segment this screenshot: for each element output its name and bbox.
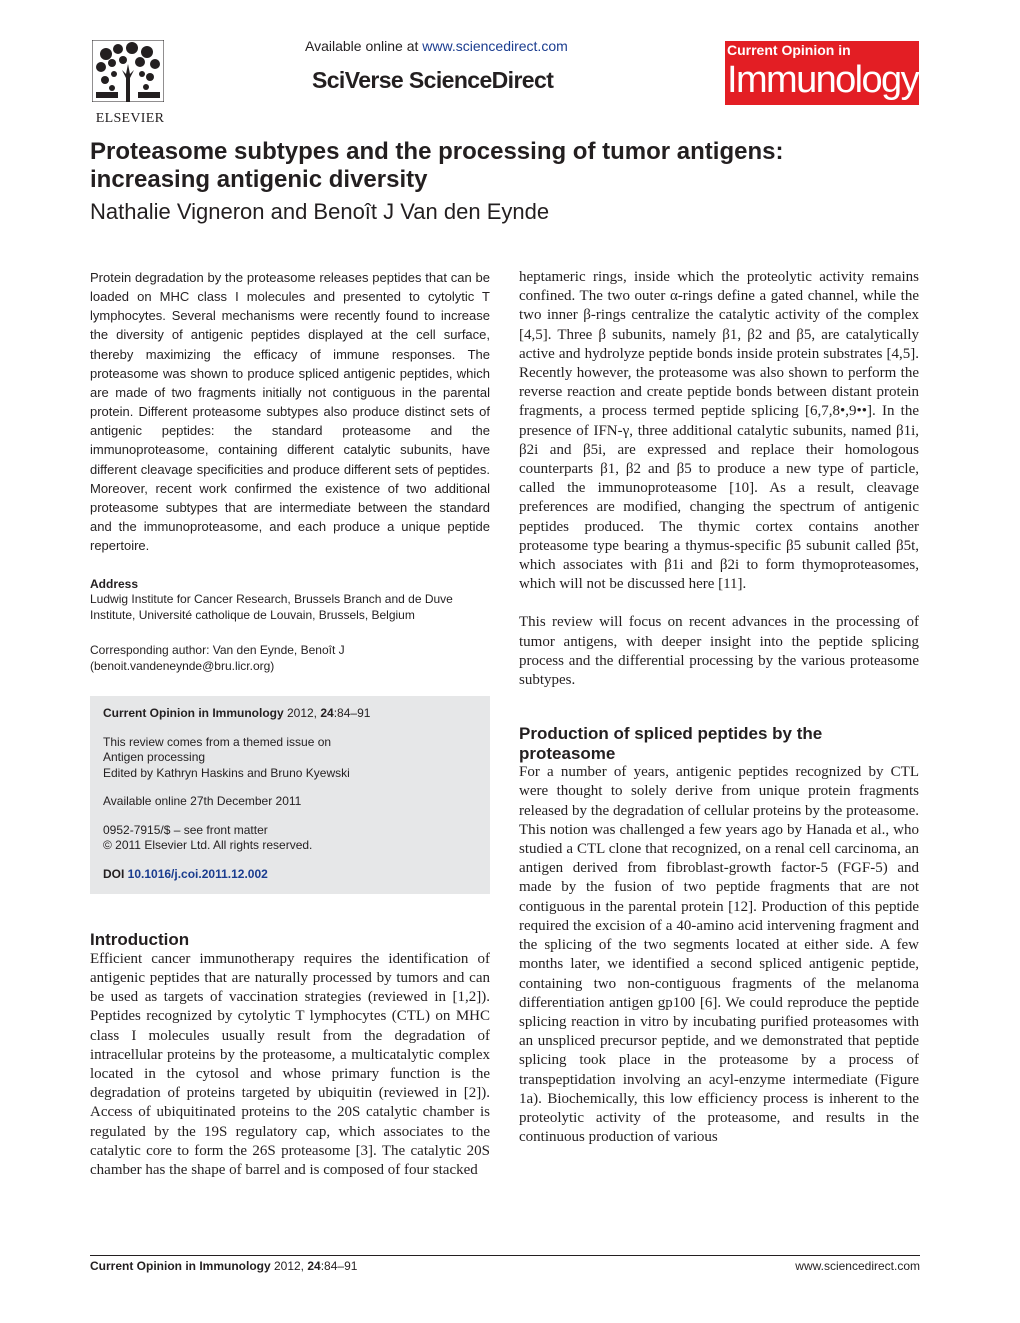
sciencedirect-link[interactable]: www.sciencedirect.com bbox=[422, 38, 568, 54]
journal-logo-main: Immunology bbox=[727, 59, 918, 101]
elsevier-logo bbox=[90, 38, 168, 126]
doi-label: DOI bbox=[103, 866, 128, 881]
email-close-paren: ) bbox=[270, 658, 275, 673]
spliced-peptides-heading: Production of spliced peptides by the proteasome bbox=[519, 724, 823, 763]
corresponding-author bbox=[90, 643, 490, 674]
journal-logo-top: Current Opinion in bbox=[727, 42, 851, 58]
introduction-heading: Introduction bbox=[90, 930, 190, 950]
available-online bbox=[305, 38, 568, 54]
available-prefix: Available online at bbox=[305, 38, 423, 54]
address-line-1: Ludwig Institute for Cancer Research, Brussels Branch and de Duve bbox=[90, 592, 453, 607]
footer-journal: Current Opinion in Immunology bbox=[90, 1259, 271, 1273]
footer-rule bbox=[90, 1255, 920, 1256]
title-line-1: Proteasome subtypes and the processing of tumor antigens: bbox=[90, 138, 784, 165]
footer-citation bbox=[90, 1259, 357, 1273]
journal-logo bbox=[725, 41, 919, 105]
publisher-name: ELSEVIER bbox=[95, 111, 165, 126]
right-column bbox=[519, 268, 919, 1147]
citation-year: 2012, bbox=[283, 706, 321, 721]
address-line-2: Institute, Université catholique de Louvain, Brussels, Belgium bbox=[90, 607, 415, 622]
right-paragraph-2: This review will focus on recent advances in the processing of tumor antigens, with deeper insight into the peptide splicing process and the differential processing by the various proteasome subtypes. bbox=[519, 614, 919, 689]
footer-pages: :84–91 bbox=[320, 1259, 358, 1273]
themed-issue bbox=[103, 735, 477, 782]
themed-issue-intro: This review comes from a themed issue on bbox=[103, 734, 332, 749]
themed-issue-editors: Edited by Kathryn Haskins and Bruno Kyewski bbox=[103, 765, 350, 780]
spliced-peptides-text: For a number of years, antigenic peptides recognized by CTL were thought to solely derive from unique protein fragments released by the degradation of cellular proteins by the proteasome. This notion was challenged a few years ago by Hanada et al., who studied a CTL clone that recognized, on a renal cell carcinoma, an antigen derived from fibroblast-growth factor-5 (FGF-5) and made by the fusion of two peptide fragments that are not contiguous in the parental protein [12]. Production of this peptide required the excision of a 40-amino acid intervening fragment and the splicing of the two segments located at either side. A few months later, we identified a second spliced antigenic peptide, containing two non-contiguous fragments of the melanoma differentiation antigen gp100 [6]. We could reproduce the peptide splicing reaction in vitro by incubating purified proteasomes with an unspliced precursor peptide, and we demonstrated that peptide splicing took place in the proteasome by a process of transpeptidation involving an acyl-enzyme intermediate (Figure 1a). Biochemically, this low efficiency process is inherent to the proteolytic activity of the proteasome, and results in the continuous production of various bbox=[519, 764, 919, 1146]
footer-volume: 24 bbox=[307, 1259, 321, 1273]
author-email-link[interactable]: benoit.vandeneynde@bru.licr.org bbox=[94, 658, 271, 673]
article-authors: Nathalie Vigneron and Benoît J Van den Eynde bbox=[90, 199, 550, 224]
title-line-2: increasing antigenic diversity bbox=[90, 166, 428, 193]
sciverse-wordmark: SciVerse ScienceDirect bbox=[312, 67, 554, 93]
abstract: Protein degradation by the proteasome releases peptides that can be loaded on MHC class I molecules and presented to cytolytic T lymphocytes. Several mechanisms were recently found to increase the diversity of antigenic peptides displayed at the cell surface, thereby maximizing the efficacy of immune responses. The proteasome was shown to produce spliced antigenic peptides, which are made of two fragments initially not contiguous in the parental protein. Different proteasome subtypes also produce distinct sets of antigenic peptides: the standard proteasome and the immunoproteasome, containing different catalytic subunits, have different cleavage specificities and produce different sets of peptides. Moreover, recent work confirmed the existence of two additional proteasome subtypes that are intermediate between the standard and the immunoproteasome, and each produce a unique peptide repertoire. bbox=[90, 270, 490, 554]
article-info-box bbox=[90, 696, 490, 894]
corresponding-line: Corresponding author: Van den Eynde, Benoît J bbox=[90, 643, 345, 658]
left-column bbox=[90, 268, 490, 1180]
introduction-text: Efficient cancer immunotherapy requires the identification of antigenic peptides that are naturally processed by tumors and can be used as targets of vaccination strategies (reviewed in [1,2]). Peptides recognized by cytolytic T lymphocytes (CTL) on MHC class I molecules usually result from the degradation of intracellular proteins by the proteasome, a multicatalytic complex located in the cytosol and whose primary function is the degradation of proteins targeted by ubiquitin (reviewed in [2]). Access of ubiquitinated proteins to the 20S catalytic chamber is regulated by the 19S regulatory cap, which associates to the catalytic core to form the 26S proteasome [3]. The catalytic 20S chamber has the shape of barrel and is composed of four stacked bbox=[90, 950, 490, 1179]
available-date: Available online 27th December 2011 bbox=[103, 794, 302, 809]
copyright: © 2011 Elsevier Ltd. All rights reserved. bbox=[103, 838, 313, 853]
elsevier-tree-icon bbox=[92, 40, 164, 102]
doi-link[interactable]: 10.1016/j.coi.2011.12.002 bbox=[127, 866, 268, 881]
citation-pages: :84–91 bbox=[333, 706, 371, 721]
address-heading: Address bbox=[90, 577, 139, 592]
article-title bbox=[90, 138, 930, 194]
themed-issue-topic: Antigen processing bbox=[103, 750, 206, 765]
doi bbox=[103, 867, 477, 883]
footer-url-link[interactable]: www.sciencedirect.com bbox=[795, 1259, 920, 1273]
address bbox=[90, 592, 490, 623]
email-open-paren: ( bbox=[90, 658, 94, 673]
citation-volume: 24 bbox=[320, 706, 334, 721]
citation bbox=[103, 706, 477, 722]
footer-year: 2012, bbox=[270, 1259, 308, 1273]
right-paragraph-1: heptameric rings, inside which the proteolytic activity remains confined. The two outer α-rings define a gated channel, while the two inner β-rings centralize the catalytic activity of the complex [4,5]. Three β subunits, namely β1, β2 and β5, are catalytically active and hydrolyze peptide bonds inside protein substrates [4,5]. Recently however, the proteasome was also shown to perform the reverse reaction and create peptide bonds between distant protein fragments, a process termed peptide splicing [6,7,8•,9••]. In the presence of IFN-γ, three additional catalytic subunits, named β1i, β2i and β5i, are expressed and replace their homologous counterparts β1, β2 and β5 to produce a new type of particle, called the immunoproteasome [10]. As a result, cleavage preferences are modified, changing the spectrum of antigenic peptides produced. The thymic cortex contains another proteasome type bearing a thymus-specific β5 subunit called β5t, which associates with β1i and β2i to form thymoproteasomes, which will not be discussed here [11]. bbox=[519, 269, 919, 593]
citation-journal: Current Opinion in Immunology bbox=[103, 706, 284, 721]
issn: 0952-7915/$ – see front matter bbox=[103, 822, 268, 837]
